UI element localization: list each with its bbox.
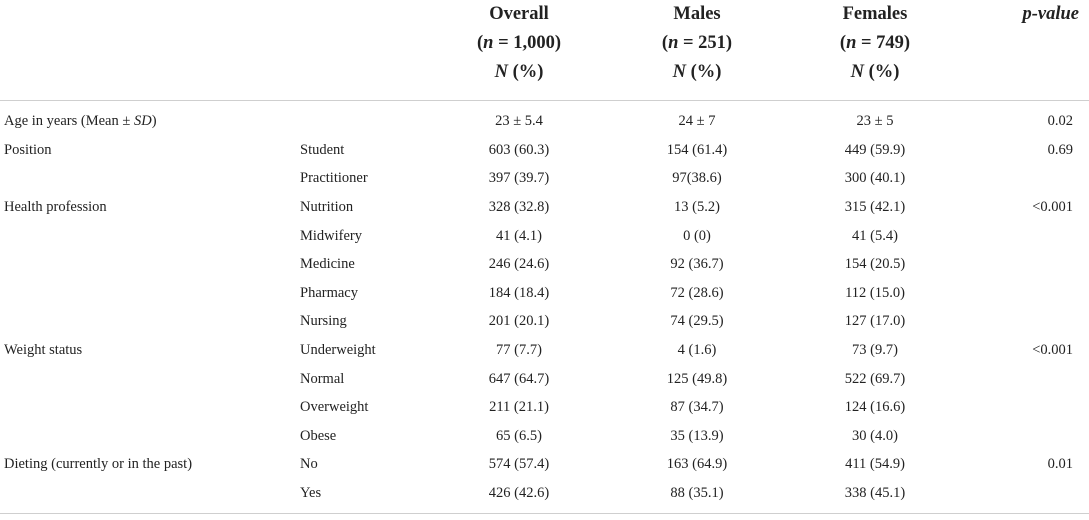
cell-males: 154 (61.4)	[666, 141, 728, 158]
cell-overall: 426 (42.6)	[430, 479, 608, 514]
row-sublabel: Practitioner	[300, 170, 368, 187]
cell-pvalue	[964, 307, 1089, 336]
cell-females: 300 (40.1)	[844, 170, 906, 187]
cell-males: 35 (13.9)	[670, 427, 724, 444]
cell-overall: 211 (21.1)	[489, 399, 549, 416]
cell-females: 124 (16.6)	[844, 399, 906, 416]
row-label	[0, 164, 300, 193]
header-females-unit: N (%)	[786, 58, 964, 101]
cell-males: 163 (64.9)	[666, 456, 728, 473]
cell-males: 87 (34.7)	[670, 399, 724, 416]
cell-females: 30 (4.0)	[852, 427, 898, 444]
cell-pvalue	[964, 364, 1089, 393]
cell-females: 449 (59.9)	[844, 141, 906, 158]
table-row	[0, 279, 1089, 308]
cell-females: 338 (45.1)	[786, 479, 964, 514]
cell-overall: 647 (64.7)	[488, 370, 550, 387]
row-sublabel: No	[300, 456, 318, 473]
row-label	[0, 479, 300, 514]
cell-overall: 201 (20.1)	[488, 313, 550, 330]
table-row	[0, 164, 1089, 193]
cell-females: 41 (5.4)	[852, 227, 898, 244]
table-row	[0, 136, 1089, 165]
cell-males: 72 (28.6)	[670, 284, 724, 301]
cell-pvalue	[964, 422, 1089, 451]
row-label	[0, 422, 300, 451]
cell-overall: 77 (7.7)	[496, 342, 542, 359]
cell-females: 112 (15.0)	[845, 284, 905, 301]
header-females-title: Females	[842, 4, 908, 24]
row-sublabel: Underweight	[300, 342, 376, 359]
header-overall-n: (n = 1,000)	[476, 33, 562, 53]
cell-overall: 41 (4.1)	[496, 227, 542, 244]
row-sublabel: Obese	[300, 427, 337, 444]
cell-females: 73 (9.7)	[852, 342, 898, 359]
cell-overall: 397 (39.7)	[488, 170, 550, 187]
header-males-title: Males	[673, 4, 721, 24]
table-row	[0, 393, 1089, 422]
cell-pvalue	[964, 393, 1089, 422]
cell-pvalue	[964, 164, 1089, 193]
row-sublabel: Student	[300, 141, 345, 158]
cell-overall: 184 (18.4)	[488, 284, 550, 301]
row-label: Age in years (Mean ± SD)	[4, 113, 157, 130]
table-body	[0, 101, 1089, 514]
row-label	[0, 364, 300, 393]
row-label: Health profession	[4, 199, 107, 216]
cell-males: 88 (35.1)	[608, 479, 786, 514]
cell-pvalue: 0.02	[1047, 113, 1073, 130]
row-sublabel: Yes	[300, 479, 430, 514]
cell-females: 127 (17.0)	[844, 313, 906, 330]
cell-females: 522 (69.7)	[844, 370, 906, 387]
row-sublabel: Normal	[300, 370, 345, 387]
row-sublabel: Overweight	[300, 399, 369, 416]
cell-females: 411 (54.9)	[845, 456, 905, 473]
header-males-unit: N (%)	[608, 58, 786, 101]
cell-males: 0 (0)	[683, 227, 711, 244]
cell-pvalue	[964, 221, 1089, 250]
cell-overall: 603 (60.3)	[488, 141, 550, 158]
cell-pvalue: <0.001	[1032, 199, 1073, 216]
table-header	[0, 0, 1089, 101]
cell-overall: 574 (57.4)	[488, 456, 550, 473]
cell-females: 154 (20.5)	[844, 256, 906, 273]
row-label	[0, 250, 300, 279]
row-label	[0, 393, 300, 422]
cell-males: 125 (49.8)	[666, 370, 728, 387]
table-row	[0, 193, 1089, 222]
row-sublabel: Medicine	[300, 256, 355, 273]
cell-overall: 23 ± 5.4	[495, 113, 543, 130]
table-row	[0, 101, 1089, 136]
table-row	[0, 307, 1089, 336]
row-label	[0, 279, 300, 308]
cell-males: 24 ± 7	[678, 113, 716, 130]
row-label: Dieting (currently or in the past)	[4, 456, 193, 473]
header-overall-unit: N (%)	[430, 58, 608, 101]
header-overall-title: Overall	[489, 4, 549, 24]
row-sublabel: Nutrition	[300, 199, 354, 216]
row-label	[0, 221, 300, 250]
row-sublabel: Pharmacy	[300, 284, 358, 301]
cell-pvalue: 0.69	[1047, 141, 1073, 158]
cell-males: 97(38.6)	[672, 170, 722, 187]
row-label: Weight status	[4, 342, 83, 359]
cell-pvalue: <0.001	[1032, 342, 1073, 359]
header-males-n: (n = 251)	[661, 33, 733, 53]
cell-males: 92 (36.7)	[670, 256, 724, 273]
table-row	[0, 250, 1089, 279]
row-sublabel	[300, 101, 430, 136]
table-row	[0, 364, 1089, 393]
cell-males: 13 (5.2)	[674, 199, 720, 216]
header-pvalue: p-value	[1022, 4, 1079, 24]
table-row	[0, 450, 1089, 479]
row-sublabel: Nursing	[300, 313, 347, 330]
table-row	[0, 422, 1089, 451]
cell-pvalue	[964, 479, 1089, 514]
cell-overall: 328 (32.8)	[488, 199, 550, 216]
cell-pvalue	[964, 279, 1089, 308]
table-row	[0, 336, 1089, 365]
table-row	[0, 221, 1089, 250]
header-females-n: (n = 749)	[839, 33, 911, 53]
cell-pvalue: 0.01	[1047, 456, 1073, 473]
cell-pvalue	[964, 250, 1089, 279]
cell-overall: 246 (24.6)	[488, 256, 550, 273]
table-row	[0, 479, 1089, 514]
header-empty-label	[0, 0, 300, 29]
cell-males: 74 (29.5)	[670, 313, 724, 330]
header-empty-sub	[300, 0, 430, 29]
row-label: Position	[4, 141, 52, 158]
cell-males: 4 (1.6)	[677, 342, 717, 359]
row-sublabel: Midwifery	[300, 227, 363, 244]
row-label	[0, 307, 300, 336]
cell-overall: 65 (6.5)	[496, 427, 542, 444]
cell-females: 23 ± 5	[856, 113, 894, 130]
cell-females: 315 (42.1)	[844, 199, 906, 216]
